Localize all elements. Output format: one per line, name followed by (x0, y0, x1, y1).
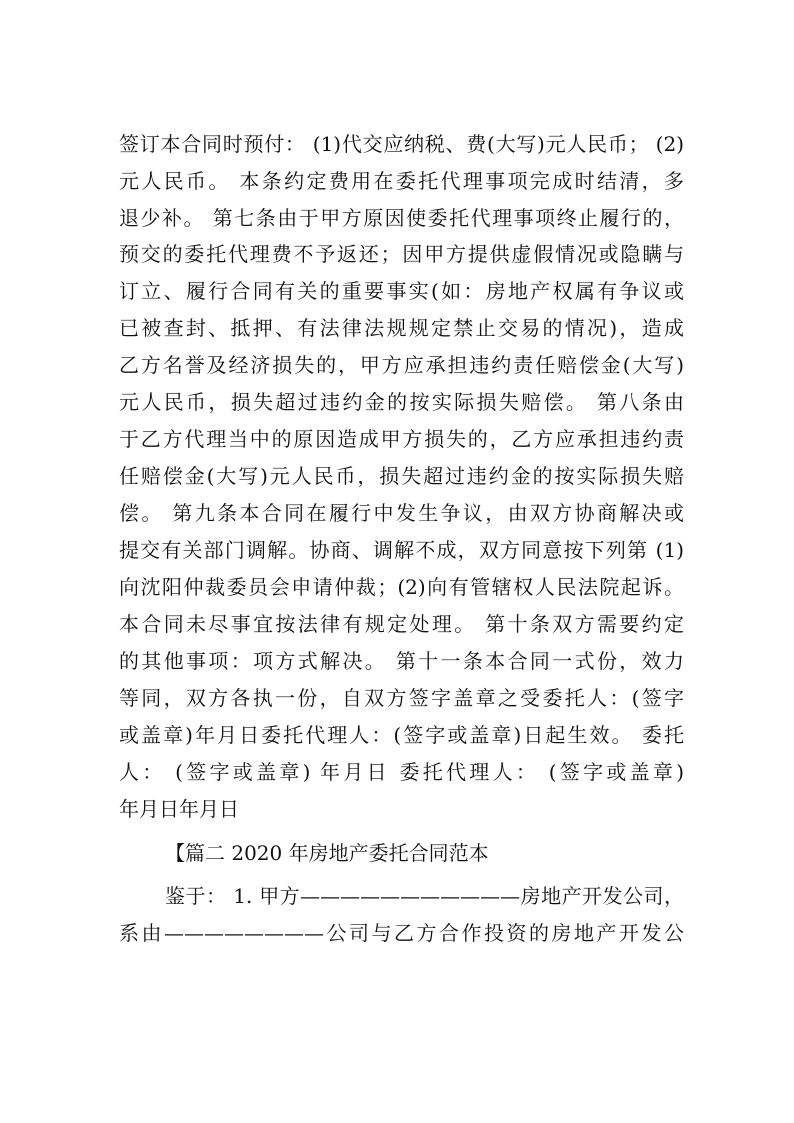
body-line-11: 偿。 第九条本合同在履行中发生争议，由双方协商解决或 (119, 501, 684, 525)
body-line-5: 订立、履行合同有关的重要事实(如：房地产权属有争议或 (119, 279, 684, 303)
body-line-6: 已被查封、抵押、有法律法规规定禁止交易的情况)，造成 (119, 316, 684, 340)
body-line-12: 提交有关部门调解。协商、调解不成，双方同意按下列第 (1) (119, 538, 684, 562)
body-line-14: 本合同未尽事宜按法律有规定处理。 第十条双方需要约定 (119, 612, 684, 636)
body-line-18: 人： (签字或盖章) 年月日 委托代理人： (签字或盖章) (119, 760, 684, 784)
body-line-10: 任赔偿金(大写)元人民币，损失超过违约金的按实际损失赔 (119, 464, 684, 488)
section-heading: 【篇二 2020 年房地产委托合同范本 (165, 841, 489, 865)
body-line-8: 元人民币，损失超过违约金的按实际损失赔偿。 第八条由 (119, 390, 684, 414)
body-line-4: 预交的委托代理费不予返还；因甲方提供虚假情况或隐瞒与 (119, 242, 684, 266)
body-line-1: 签订本合同时预付： (1)代交应纳税、费(大写)元人民币； (2) (119, 132, 684, 156)
body-line-17: 或盖章)年月日委托代理人：(签字或盖章)日起生效。 委托 (119, 723, 684, 747)
recital-line-1: 鉴于： 1. 甲方———————————房地产开发公司， (165, 884, 684, 908)
body-line-2: 元人民币。 本条约定费用在委托代理事项完成时结清，多 (119, 169, 684, 193)
body-line-9: 于乙方代理当中的原因造成甲方损失的，乙方应承担违约责 (119, 427, 684, 451)
recital-line-2: 系由————————公司与乙方合作投资的房地产开发公 (119, 921, 684, 945)
body-line-3: 退少补。 第七条由于甲方原因使委托代理事项终止履行的， (119, 206, 684, 230)
body-line-16: 等同，双方各执一份，自双方签字盖章之受委托人：(签字 (119, 686, 684, 710)
body-line-7: 乙方名誉及经济损失的，甲方应承担违约责任赔偿金(大写) (119, 353, 684, 377)
body-line-19: 年月日年月日 (119, 797, 239, 821)
body-line-15: 的其他事项：项方式解决。 第十一条本合同一式份，效力 (119, 649, 684, 673)
body-line-13: 向沈阳仲裁委员会申请仲裁；(2)向有管辖权人民法院起诉。 (119, 575, 684, 599)
